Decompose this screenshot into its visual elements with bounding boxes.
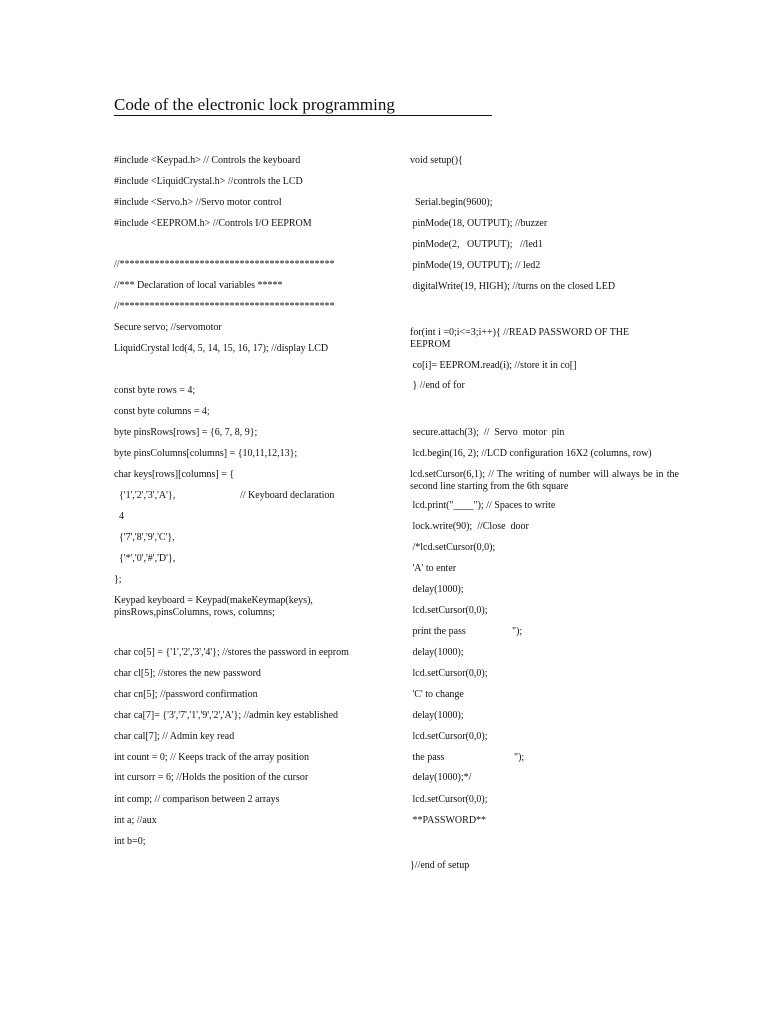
code-line: void setup(){: [410, 155, 463, 166]
code-line: lcd.setCursor(6,1); // The writing of number will always be in the second line starting from the 6th square: [410, 469, 679, 492]
code-line: int comp; // comparison between 2 arrays: [114, 794, 280, 805]
code-line: for(int i =0;i<=3;i++){ //READ PASSWORD OF THE EEPROM: [410, 327, 630, 350]
code-line: delay(1000);: [410, 710, 464, 721]
code-line: lcd.begin(16, 2); //LCD configuration 16X2 (columns, row): [410, 448, 652, 459]
code-line: #include <Servo.h> //Servo motor control: [114, 197, 282, 208]
code-line: }//end of setup: [410, 860, 470, 871]
code-line: 'C' to change: [410, 689, 464, 700]
code-line: **PASSWORD**: [410, 815, 487, 826]
code-line: int b=0;: [114, 836, 146, 847]
code-line: char ca[7]= {'3','7','1','9','2','A'}; //admin key established: [114, 710, 339, 721]
code-line: lcd.setCursor(0,0);: [410, 731, 488, 742]
code-line: byte pinsColumns[columns] = {10,11,12,13};: [114, 448, 298, 459]
code-line: delay(1000);*/: [410, 772, 472, 783]
code-line: digitalWrite(19, HIGH); //turns on the closed LED: [410, 281, 616, 292]
code-line: const byte columns = 4;: [114, 406, 210, 417]
code-line: int count = 0; // Keeps track of the array position: [114, 752, 310, 763]
code-line: LiquidCrystal lcd(4, 5, 14, 15, 16, 17); //display LCD: [114, 343, 329, 354]
code-line: Keypad keyboard = Keypad(makeKeymap(keys), pinsRows,pinsColumns, rows, columns;: [114, 595, 313, 618]
code-line: lcd.setCursor(0,0);: [410, 668, 488, 679]
code-line: char cl[5]; //stores the new password: [114, 668, 261, 679]
code-line: };: [114, 574, 122, 585]
code-line: lcd.setCursor(0,0);: [410, 794, 488, 805]
code-line: char cal[7]; // Admin key read: [114, 731, 235, 742]
code-line: co[i]= EEPROM.read(i); //store it in co[]: [410, 360, 577, 371]
code-line: 'A' to enter: [410, 563, 457, 574]
code-line: int a; //aux: [114, 815, 157, 826]
code-line: print the pass: [410, 626, 466, 637]
code-line: //*** Declaration of local variables *****: [114, 280, 283, 291]
code-line: char keys[rows][columns] = {: [114, 469, 235, 480]
code-line: /*lcd.setCursor(0,0);: [410, 542, 496, 553]
code-line: byte pinsRows[rows] = {6, 7, 8, 9};: [114, 427, 258, 438]
code-line: char co[5] = {'1','2','3','4'}; //stores the password in eeprom: [114, 647, 349, 658]
code-line: delay(1000);: [410, 647, 464, 658]
code-line: Serial.begin(9600);: [410, 197, 493, 208]
code-line: pinMode(19, OUTPUT); // led2: [410, 260, 541, 271]
code-line: lock.write(90); //Close door: [410, 521, 529, 532]
code-line: //*******************************************: [114, 259, 335, 270]
code-line: secure.attach(3); // Servo motor pin: [410, 427, 565, 438]
code-line: pinMode(2, OUTPUT); //led1: [410, 239, 543, 250]
code-line: #include <Keypad.h> // Controls the keyboard: [114, 155, 301, 166]
code-line: lcd.print("____"); // Spaces to write: [410, 500, 556, 511]
code-line: #include <EEPROM.h> //Controls I/O EEPROM: [114, 218, 312, 229]
code-line: char cn[5]; //password confirmation: [114, 689, 258, 700]
code-line: } //end of for: [410, 380, 465, 391]
code-line: //*******************************************: [114, 301, 335, 312]
code-line-tail: ");: [514, 752, 525, 763]
code-line: int cursorr = 6; //Holds the position of the cursor: [114, 772, 309, 783]
code-line: lcd.setCursor(0,0);: [410, 605, 488, 616]
code-line: pinMode(18, OUTPUT); //buzzer: [410, 218, 548, 229]
code-line: {'1','2','3','A'},: [114, 490, 176, 501]
code-comment: // Keyboard declaration: [240, 490, 335, 501]
code-line: #include <LiquidCrystal.h> //controls the LCD: [114, 176, 303, 187]
code-line: Secure servo; //servomotor: [114, 322, 222, 333]
code-line: const byte rows = 4;: [114, 385, 196, 396]
code-line: {'*','0','#','D'},: [114, 553, 176, 564]
code-line-tail: ");: [512, 626, 523, 637]
page-title: Code of the electronic lock programming: [114, 95, 492, 116]
code-line: 4: [114, 511, 124, 522]
code-line: the pass: [410, 752, 445, 763]
code-line: {'7','8','9','C'},: [114, 532, 175, 543]
code-line: delay(1000);: [410, 584, 464, 595]
